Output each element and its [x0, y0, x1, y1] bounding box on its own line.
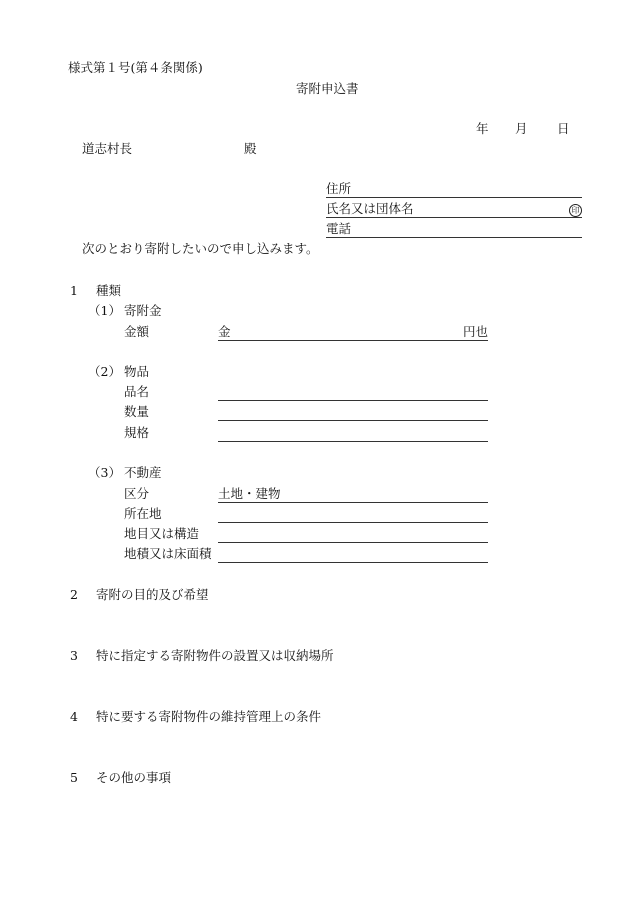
- spec-label: 規格: [124, 425, 150, 440]
- spec-field[interactable]: [218, 427, 488, 442]
- section4-number: 4: [70, 709, 78, 724]
- amount-suffix: 円也: [462, 324, 488, 339]
- section5-heading: その他の事項: [96, 770, 172, 785]
- goods-number: （2）: [88, 364, 121, 379]
- section4-heading: 特に要する寄附物件の維持管理上の条件: [96, 709, 322, 724]
- applicant-phone-label: 電話: [326, 221, 352, 236]
- item-name-field[interactable]: [218, 386, 488, 401]
- page-title: 寄附申込書: [296, 81, 359, 96]
- amount-field[interactable]: [218, 326, 488, 341]
- goods-heading: 物品: [124, 364, 150, 379]
- cash-number: （1）: [88, 303, 121, 318]
- item-name-label: 品名: [124, 384, 150, 399]
- area-label: 地積又は床面積: [124, 546, 212, 561]
- section1-number: 1: [70, 283, 78, 298]
- amount-label: 金額: [124, 324, 150, 339]
- area-field[interactable]: [218, 548, 488, 563]
- section3-heading: 特に指定する寄附物件の設置又は収納場所: [96, 648, 334, 663]
- intro-text: 次のとおり寄附したいので申し込みます。: [82, 241, 319, 256]
- amount-prefix: 金: [218, 324, 231, 339]
- section2-number: 2: [70, 587, 78, 602]
- applicant-phone-field[interactable]: [326, 223, 582, 238]
- section1-heading: 種類: [96, 283, 122, 298]
- location-field[interactable]: [218, 508, 488, 523]
- category-value: 土地・建物: [218, 486, 281, 501]
- section5-number: 5: [70, 770, 78, 785]
- form-number: 様式第１号(第４条関係): [68, 60, 203, 75]
- land-category-field[interactable]: [218, 528, 488, 543]
- addressee-honorific: 殿: [244, 141, 257, 156]
- real-estate-number: （3）: [88, 465, 121, 480]
- date-year-label: 年: [476, 121, 489, 136]
- category-field[interactable]: [218, 488, 488, 503]
- applicant-name-field[interactable]: [326, 203, 582, 218]
- applicant-address-field[interactable]: [326, 183, 582, 198]
- date-month-label: 月: [515, 121, 528, 136]
- section2-heading: 寄附の目的及び希望: [96, 587, 209, 602]
- seal-mark: 印: [569, 204, 582, 217]
- applicant-name-label: 氏名又は団体名: [326, 201, 414, 216]
- date-day-label: 日: [557, 121, 570, 136]
- quantity-label: 数量: [124, 404, 150, 419]
- cash-heading: 寄附金: [124, 303, 162, 318]
- quantity-field[interactable]: [218, 406, 488, 421]
- category-label: 区分: [124, 486, 150, 501]
- section3-number: 3: [70, 648, 78, 663]
- land-category-label: 地目又は構造: [124, 526, 200, 541]
- applicant-address-label: 住所: [326, 181, 352, 196]
- location-label: 所在地: [124, 506, 162, 521]
- addressee-name: 道志村長: [82, 141, 133, 156]
- real-estate-heading: 不動産: [124, 465, 162, 480]
